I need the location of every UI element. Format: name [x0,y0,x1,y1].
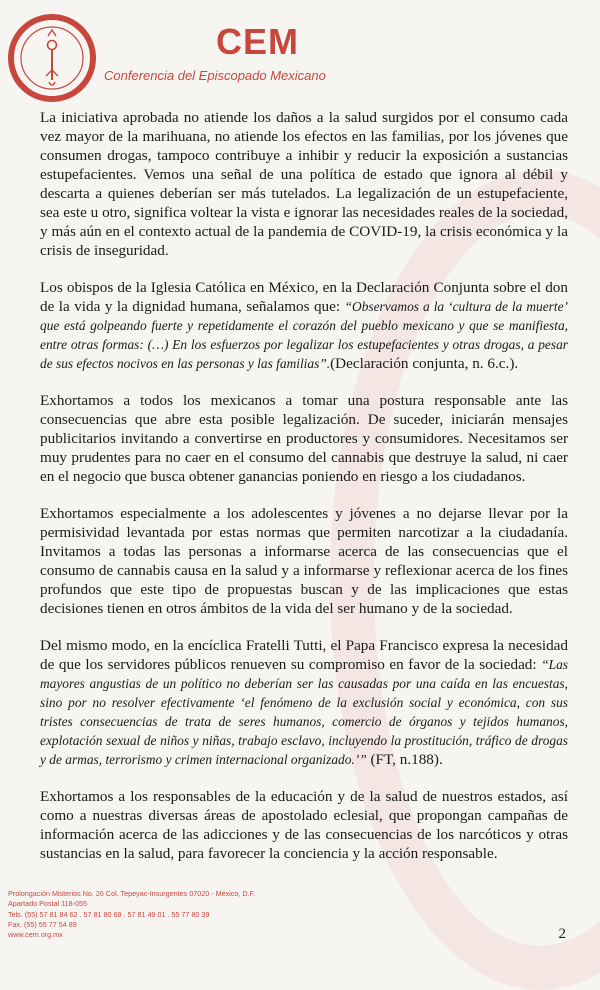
paragraph-5-quote: “Las mayores angustias de un político no deberían ser las causadas por una caída en las encuestas, sino por no resolver efectivamente ‘el fenómeno de la exclusión social y económica, con sus tristes consecuencias de trata de seres humanos, comercio de órganos y tejidos humanos, explotación sexual de niños y niñas, trabajo esclavo, incluyendo la prostitución, tráfico de drogas y de armas, terrorismo y crimen internacional organizado.’” [40,657,568,767]
paragraph-2-quote: “Observamos a la ‘cultura de la muerte’ que está golpeando fuerte y repetidamente el corazón del pueblo mexicano y que se manifiesta, entre otras formas: (…) En los esfuerzos por legalizar los estupefacientes y otras drogas, a pesar de sus efectos nocivos en las personas y las familias”. [40,299,568,371]
org-name: Conferencia del Episcopado Mexicano [104,68,326,83]
paragraph-1: La iniciativa aprobada no atiende los daños a la salud surgidos por el consumo cada vez mayor de la marihuana, no atiende los efectos en las familias, por los jóvenes que consumen drogas, tampoco contribuye a inhibir y reducir la exposición a sustancias estupefacientes. Vemos una señal de una política de estado que ignora al débil y descarta a quienes deberían ser más tutelados. La legalización de un estupefaciente, sea este u otro, significa voltear la vista e ignorar las necesidades reales de la sociedad, y más aún en el contexto actual de la pandemia de COVID-19, la crisis económica y la crisis de inseguridad. [40,109,568,259]
paragraph-2 [40,278,568,373]
footer-phones: Tels. (55) 57 81 84 62 . 57 81 80 69 . 57 81 49 01 . 55 77 80 39 [8,909,210,919]
paragraph-2-intro: Los obispos de la Iglesia Católica en México, en la Declaración Conjunta sobre el don de la vida y la dignidad humana, señalamos que: [40,279,568,315]
footer-po-box: Apartado Postal 118-055 [8,899,87,909]
letter-body [40,108,568,881]
paragraph-2-citation: (Declaración conjunta, n. 6.c.). [330,355,519,372]
org-acronym: CEM [216,21,299,62]
footer-fax: Fax. (55) 55 77 54 89 [8,919,77,929]
cem-emblem-icon [8,14,96,102]
footer-address: Prolongación Misterios No. 26 Col. Tepeyac-Insurgentes 07020 - México, D.F. [8,889,256,898]
paragraph-5-intro: Del mismo modo, en la encíclica Fratelli Tutti, el Papa Francisco expresa la necesidad de que los servidores públicos renueven su compromiso en favor de la sociedad: [40,637,568,673]
footer-website: www.cem.org.mx [8,930,63,940]
paragraph-3: Exhortamos a todos los mexicanos a tomar una postura responsable ante las consecuencias que abre esta posible legalización. De suceder, iniciarán mensajes publicitarios invitando a convertirse en productores y consumidores. Necesitamos ser muy prudentes para no caer en el consumo del cannabis que destruye la salud, ni caer en el negocio que busca obtener ganancias poniendo en riesgo a los ciudadanos. [40,392,568,485]
paragraph-5-citation: (FT, n.188). [366,751,443,768]
paragraph-5 [40,636,568,769]
paragraph-6: Exhortamos a los responsables de la educación y de la salud de nuestros estados, así como a nuestras diversas áreas de apostolado eclesial, que propongan campañas de información acerca de las adicciones y de las consecuencias de los narcóticos y otras sustancias en la salud, para favorecer la conciencia y la acción responsable. [40,788,568,862]
paragraph-4: Exhortamos especialmente a los adolescentes y jóvenes a no dejarse llevar por la permisividad levantada por estas normas que permiten narcotizar a la ciudadanía. Invitamos a todas las personas a informarse acerca de las consecuencias que el consumo de cannabis causa en la salud y a informarse y reflexionar acerca de los fines profundos que este tipo de propuestas buscan y de las implicaciones que estas decisiones tienen en otros ámbitos de la vida del ser humano y de la sociedad. [40,505,568,617]
page-number: 2 [558,926,566,942]
contact-footer [8,889,255,940]
